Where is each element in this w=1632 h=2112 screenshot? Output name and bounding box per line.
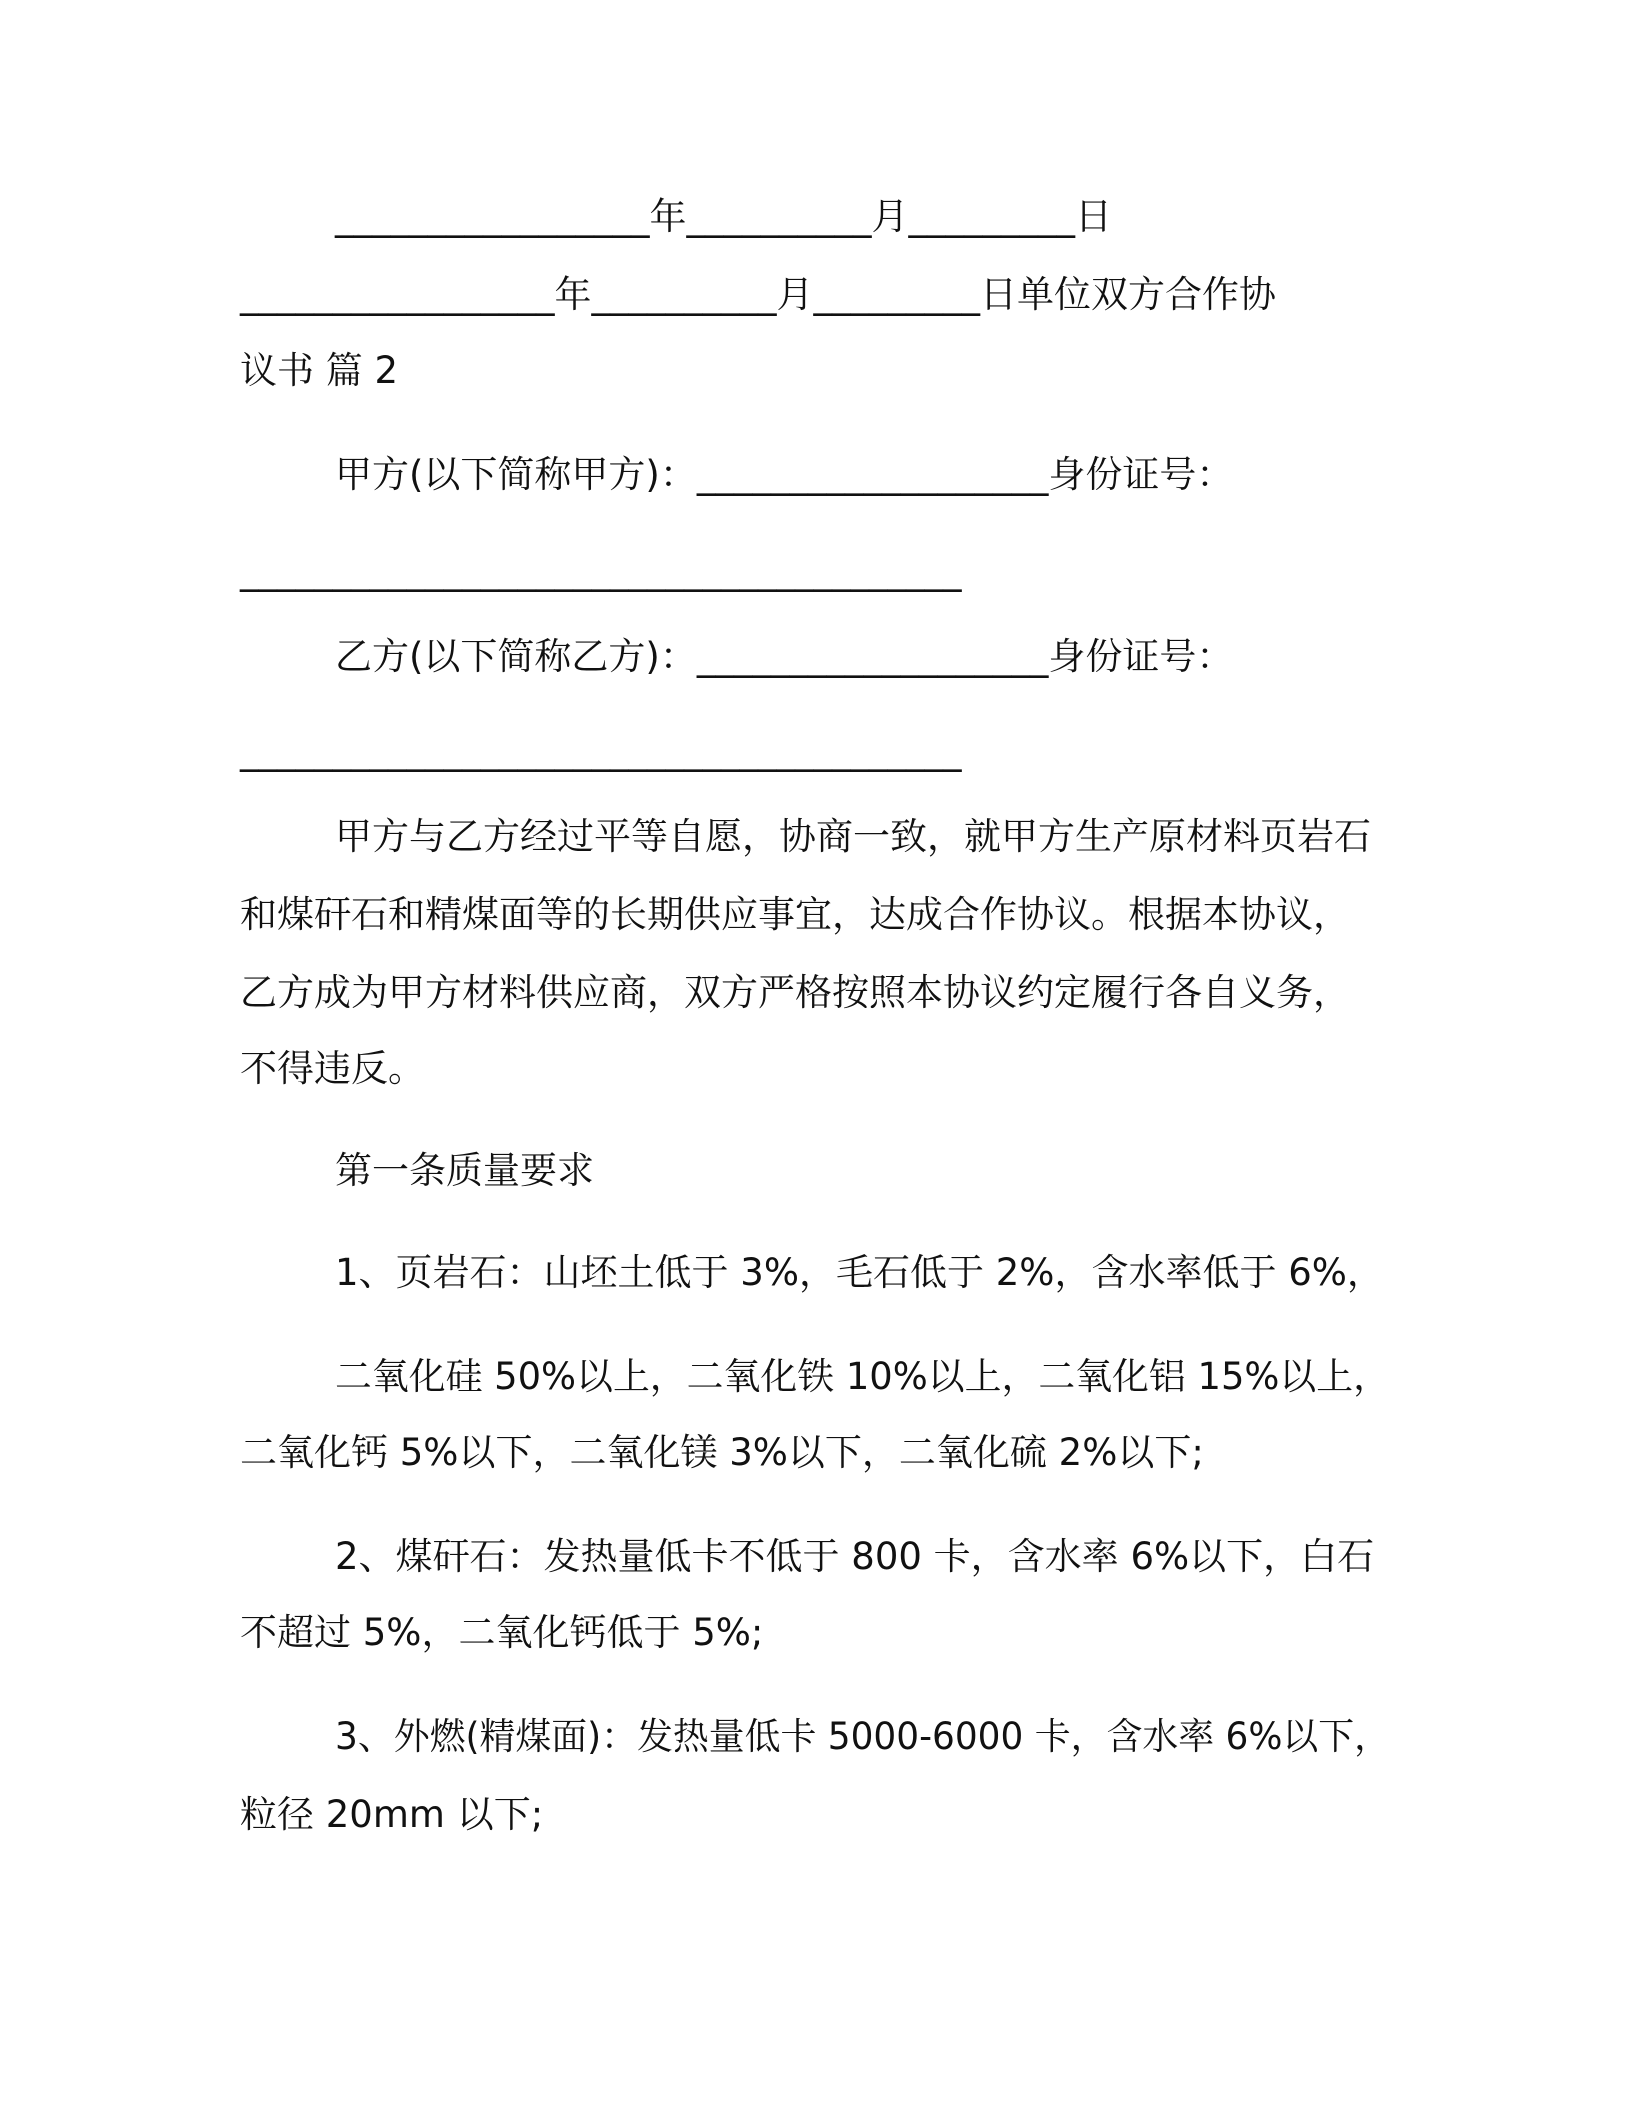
item-2-line-1: 2、煤矸石：发热量低卡不低于 800 卡，含水率 6%以下，白石 [335,1535,1375,1578]
intro-paragraph-line-1: 甲方与乙方经过平等自愿，协商一致，就甲方生产原材料页岩石 [335,815,1371,858]
date-title-line: _________________年__________月_________日单位双方合作协 [240,273,1276,316]
item-1-line-2: 二氧化硅 50%以上，二氧化铁 10%以上，二氧化铝 15%以上， [335,1355,1390,1398]
date-line: _________________年__________月_________日 [335,195,1112,238]
item-1-line-1: 1、页岩石：山坯土低于 3%，毛石低于 2%，含水率低于 6%， [335,1251,1384,1294]
party-a-line: 甲方(以下简称甲方)：___________________身份证号： [335,453,1234,496]
party-a-id-blank: _______________________________________ [240,549,962,592]
item-3-line-2: 粒径 20mm 以下; [240,1793,544,1836]
party-b-line: 乙方(以下简称乙方)：___________________身份证号： [335,635,1234,678]
title-continuation: 议书 篇 2 [240,349,399,392]
party-b-id-blank: _______________________________________ [240,729,962,772]
item-1-line-3: 二氧化钙 5%以下，二氧化镁 3%以下，二氧化硫 2%以下; [240,1431,1204,1474]
intro-paragraph-line-2: 和煤矸石和精煤面等的长期供应事宜，达成合作协议。根据本协议， [240,893,1350,936]
item-2-line-2: 不超过 5%，二氧化钙低于 5%; [240,1611,764,1654]
intro-paragraph-line-3: 乙方成为甲方材料供应商，双方严格按照本协议约定履行各自义务， [240,971,1350,1014]
intro-paragraph-line-4: 不得违反。 [240,1047,425,1090]
section-heading-quality: 第一条质量要求 [335,1149,594,1192]
item-3-line-1: 3、外燃(精煤面)：发热量低卡 5000-6000 卡，含水率 6%以下， [335,1715,1391,1758]
